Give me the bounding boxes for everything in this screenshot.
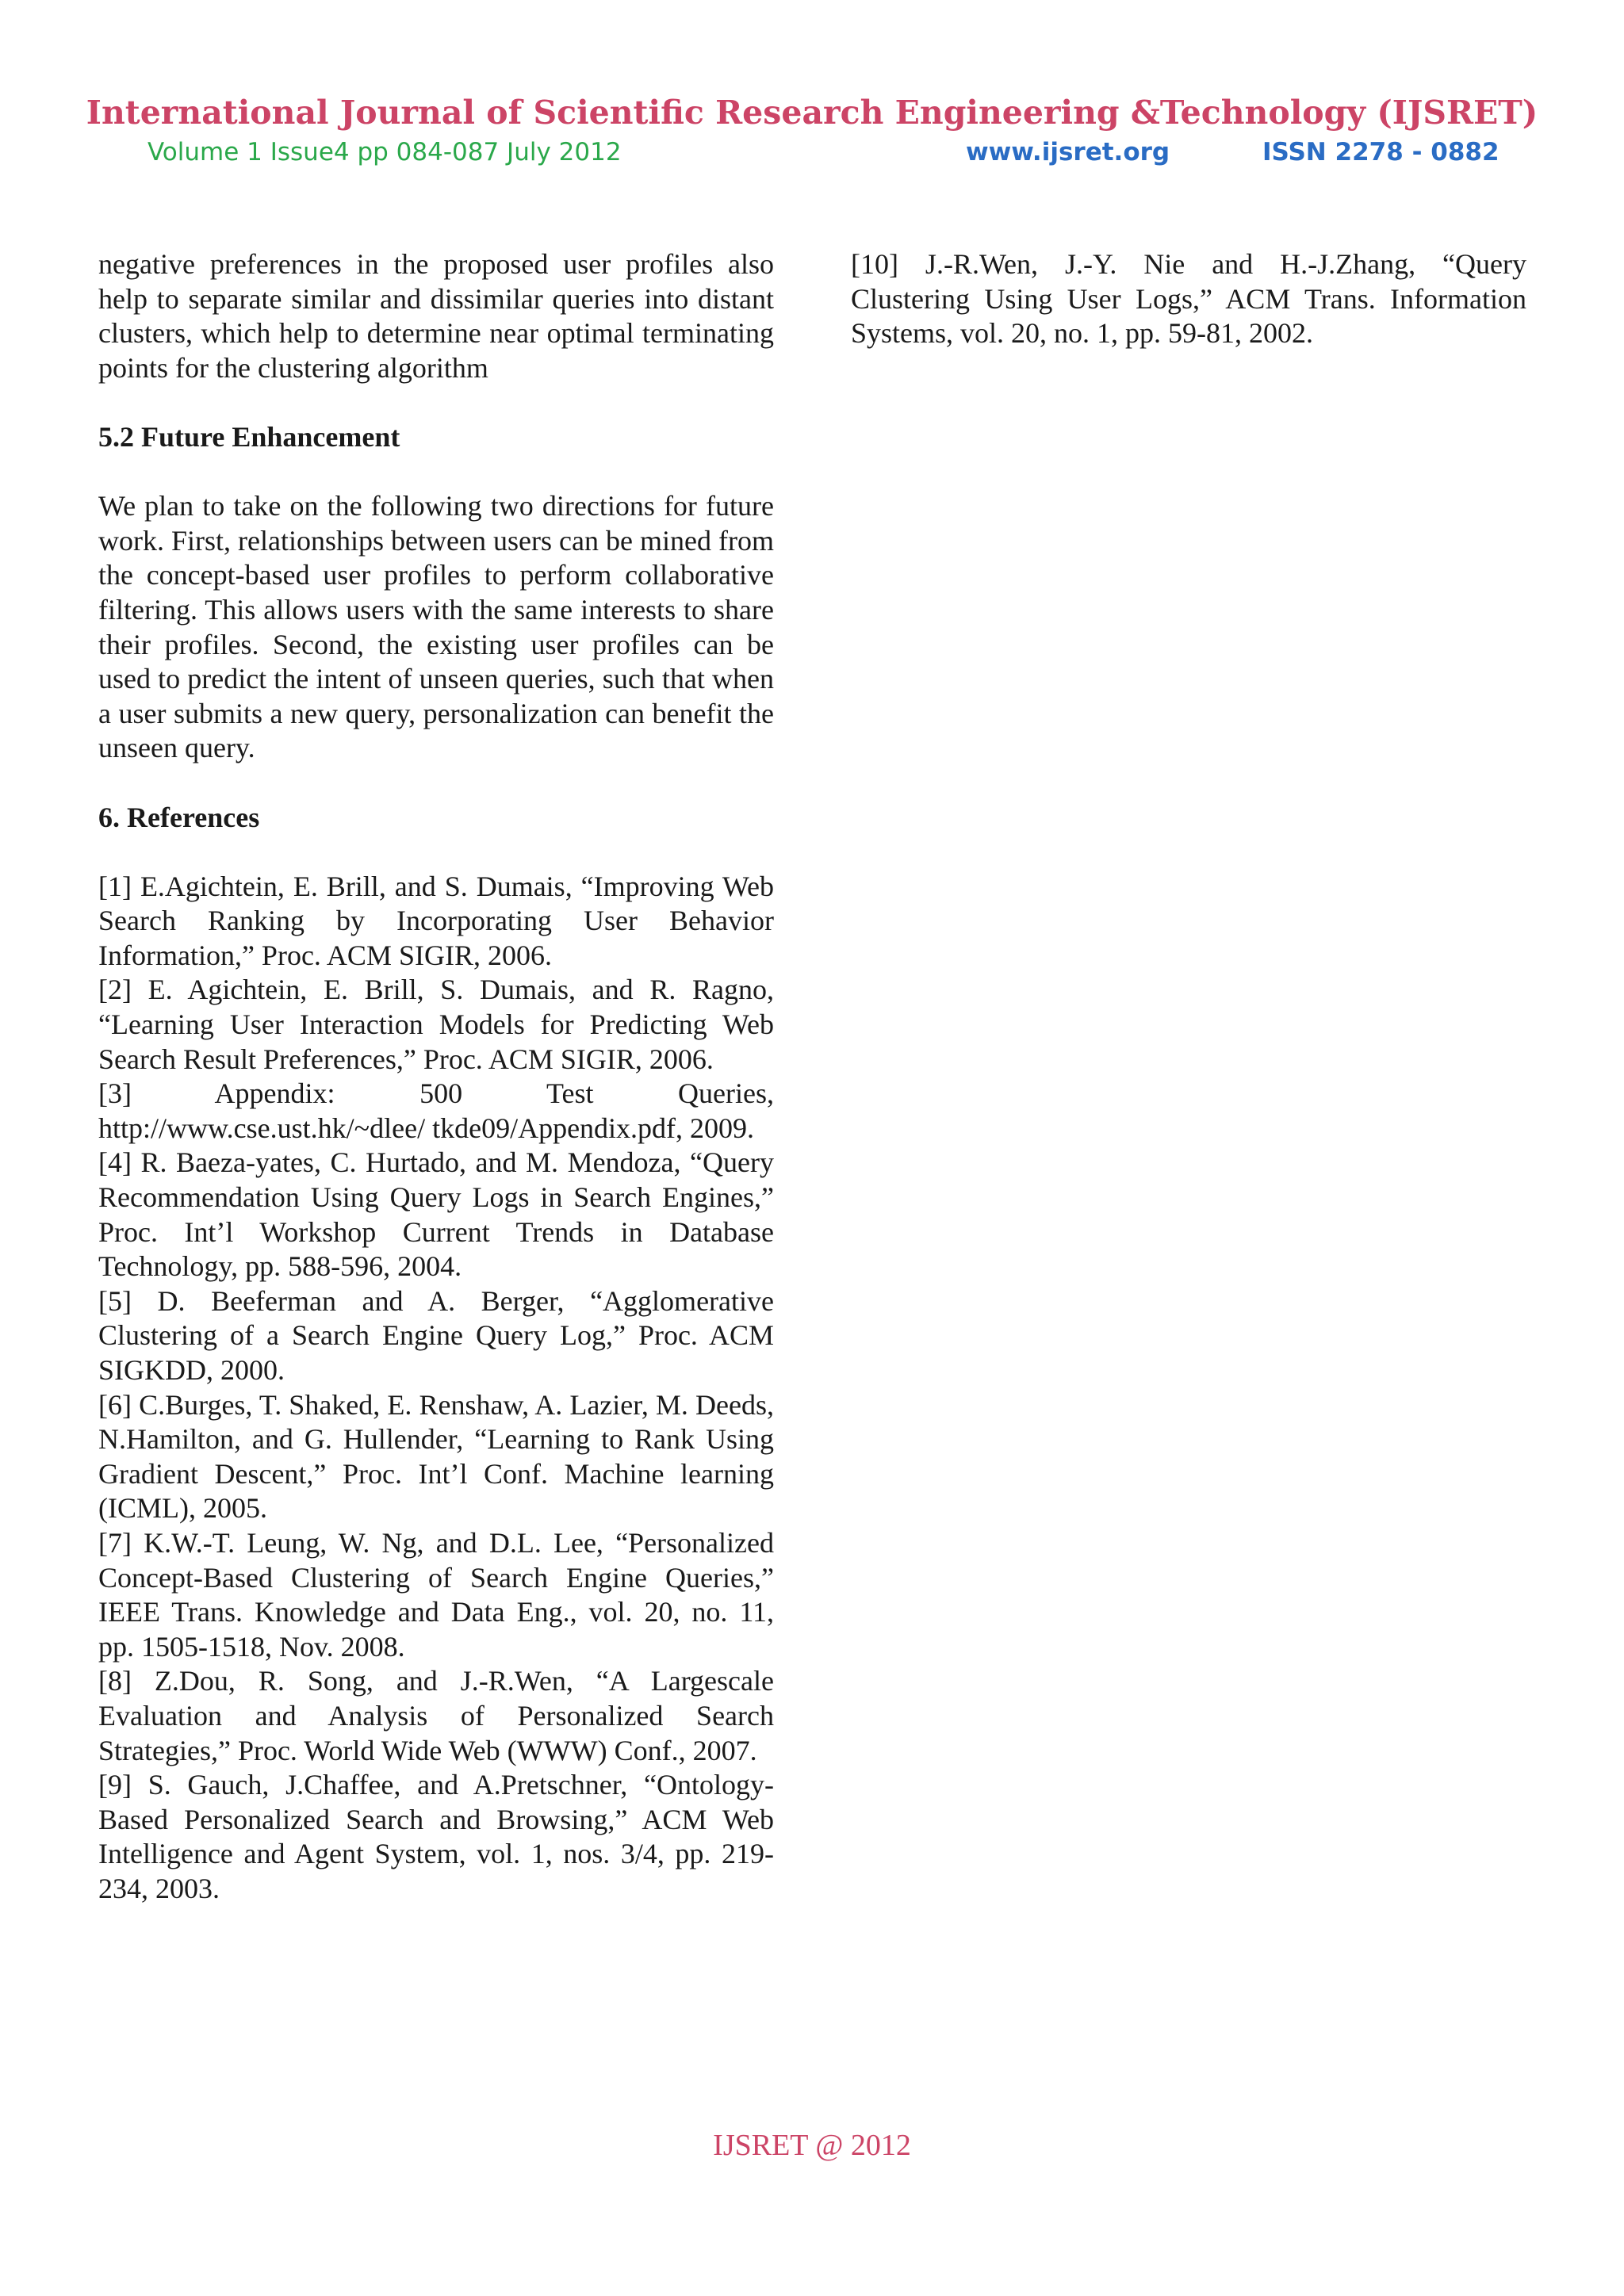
right-column	[851, 247, 1526, 351]
reference-item: [4] R. Baeza-yates, C. Hurtado, and M. Mendoza, “Query Recommendation Using Query Logs in Search Engines,” Proc. Int’l Workshop Current Trends in Database Technology, pp. 588-596, 2004.	[98, 1146, 774, 1283]
section-heading-references: 6. References	[98, 801, 260, 833]
left-column	[98, 247, 774, 1907]
section-heading-future-enhancement: 5.2 Future Enhancement	[98, 420, 400, 453]
reference-item: [3] Appendix: 500 Test Queries, http://www.cse.ust.hk/~dlee/ tkde09/Appendix.pdf, 2009.	[98, 1077, 774, 1144]
reference-item: [5] D. Beeferman and A. Berger, “Agglomerative Clustering of a Search Engine Query Log,” Proc. ACM SIGKDD, 2000.	[98, 1284, 774, 1386]
issn-number: ISSN 2278 - 0882	[1262, 138, 1500, 166]
reference-item: [8] Z.Dou, R. Song, and J.-R.Wen, “A Largescale Evaluation and Analysis of Personalized Search Strategies,” Proc. World Wide Web (WWW) Conf., 2007.	[98, 1665, 774, 1766]
reference-item: [10] J.-R.Wen, J.-Y. Nie and H.-J.Zhang, “Query Clustering Using User Logs,” ACM Trans. Information Systems, vol. 20, no. 1, pp. 59-81, 2002.	[851, 248, 1526, 350]
reference-item: [9] S. Gauch, J.Chaffee, and A.Pretschner, “Ontology-Based Personalized Search and Browsing,” ACM Web Intelligence and Agent System, vol. 1, nos. 3/4, pp. 219-234, 2003.	[98, 1769, 774, 1904]
reference-item: [6] C.Burges, T. Shaked, E. Renshaw, A. Lazier, M. Deeds, N.Hamilton, and G. Hullender, “Learning to Rank Using Gradient Descent,” Proc. Int’l Conf. Machine learning (ICML), 2005.	[98, 1388, 774, 1525]
issue-info: Volume 1 Issue4 pp 084-087 July 2012	[147, 138, 622, 166]
future-enhancement-paragraph: We plan to take on the following two directions for future work. First, relationships between users can be mined from the concept-based user profiles to perform collaborative filtering. This allows users with the same interests to share their profiles. Second, the existing user profiles can be used to predict the intent of unseen queries, such that when a user submits a new query, personalization can benefit the unseen query.	[98, 490, 774, 764]
reference-item: [1] E.Agichtein, E. Brill, and S. Dumais, “Improving Web Search Ranking by Incorporating User Behavior Information,” Proc. ACM SIGIR, 2006.	[98, 870, 774, 971]
reference-item: [7] K.W.-T. Leung, W. Ng, and D.L. Lee, “Personalized Concept-Based Clustering of Search Engine Queries,” IEEE Trans. Knowledge and Data Eng., vol. 20, no. 11, pp. 1505-1518, Nov. 2008.	[98, 1526, 774, 1663]
reference-item: [2] E. Agichtein, E. Brill, S. Dumais, and R. Ragno, “Learning User Interaction Models for Predicting Web Search Result Preferences,” Proc. ACM SIGIR, 2006.	[98, 974, 774, 1075]
page-footer: IJSRET @ 2012	[713, 2129, 911, 2162]
journal-title: International Journal of Scientific Research Engineering &Technology (IJSRET)	[86, 94, 1538, 132]
intro-paragraph: negative preferences in the proposed user profiles also help to separate similar and dissimilar queries into distant clusters, which help to determine near optimal terminating points for the clustering algorithm	[98, 248, 774, 384]
journal-website-link[interactable]: www.ijsret.org	[966, 138, 1170, 166]
reference-list	[98, 870, 774, 1907]
